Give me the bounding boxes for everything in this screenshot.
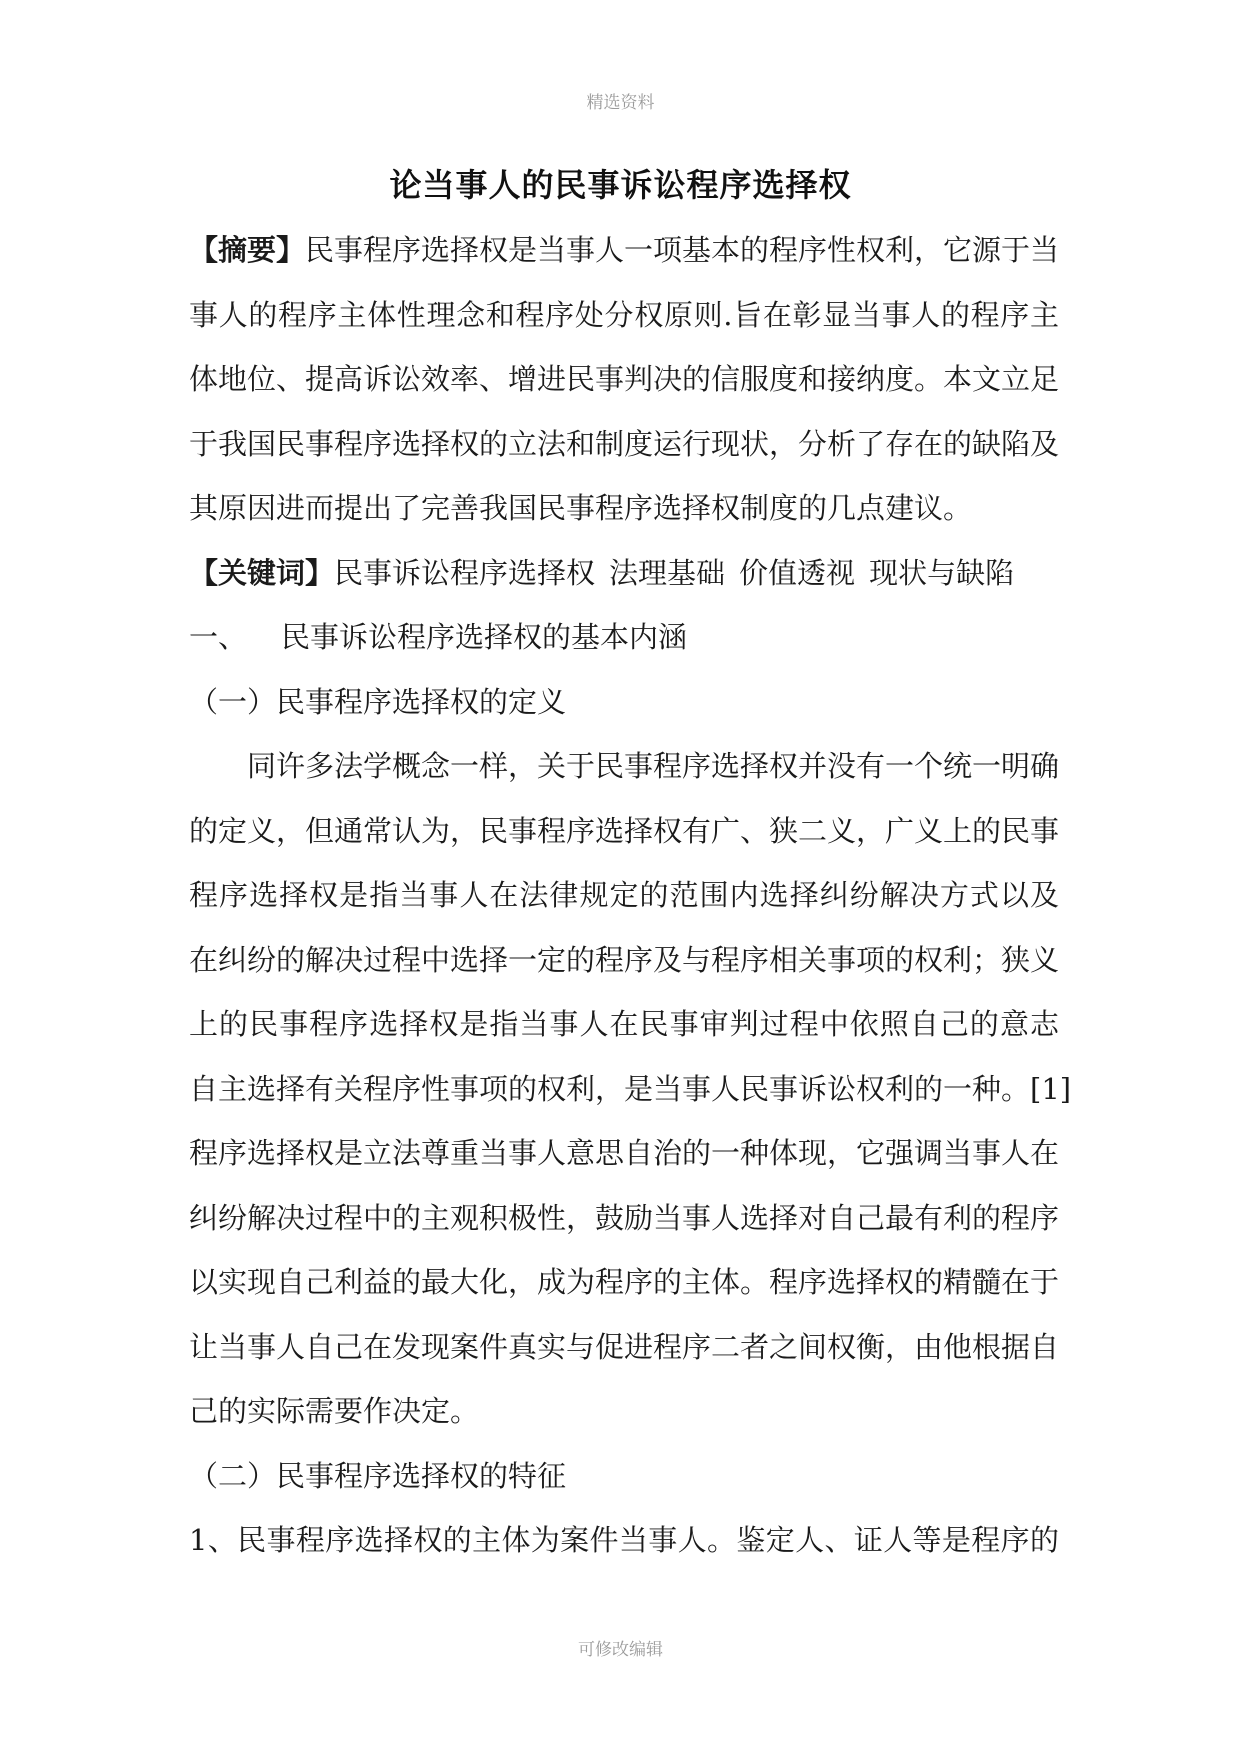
page-header: 精选资料 (586, 93, 655, 113)
paragraph-text: 上的民事程序选择权是指当事人在民事审判过程中依照自己的意志 (189, 1007, 1059, 1041)
paragraph-text: 的定义，但通常认为，民事程序选择权有广、狭二义，广义上的民事 (189, 813, 1060, 848)
subsection-heading (189, 1444, 1059, 1509)
paragraph-text: 纠纷解决过程中的主观积极性，鼓励当事人选择对自己最有利的程序 (189, 1200, 1060, 1235)
document-body (189, 218, 1072, 1573)
paragraph-line (189, 928, 1059, 993)
paragraph-text: 程序选择权是指当事人在法律规定的范围内选择纠纷解决方式以及 (189, 878, 1059, 912)
abstract-label: 【摘要】 (189, 233, 306, 267)
keyword: 民事诉讼程序选择权 (334, 555, 596, 590)
paragraph-text: 己的实际需要作决定。 (189, 1394, 480, 1428)
subsection-title: （二）民事程序选择权的特征 (189, 1458, 567, 1493)
keywords-line (189, 541, 1059, 606)
keywords-label: 【关键词】 (189, 555, 335, 590)
subsection-title: （一）民事程序选择权的定义 (189, 684, 567, 719)
keyword: 现状与缺陷 (869, 555, 1015, 590)
abstract-line (189, 283, 1059, 348)
abstract-text: 民事程序选择权是当事人一项基本的程序性权利，它源于当 (305, 233, 1060, 267)
paragraph-text: 以实现自己利益的最大化，成为程序的主体。程序选择权的精髓在于 (189, 1265, 1060, 1299)
paragraph-text: 1、民事程序选择权的主体为案件当事人。鉴定人、证人等是程序的 (189, 1523, 1059, 1557)
abstract-text: 其原因进而提出了完善我国民事程序选择权制度的几点建议。 (189, 491, 973, 525)
paragraph-line (189, 1508, 1059, 1573)
subsection-heading (189, 670, 1059, 735)
abstract-text: 事人的程序主体性理念和程序处分权原则.旨在彰显当事人的程序主 (189, 297, 1059, 332)
paragraph-text: 自主选择有关程序性事项的权利，是当事人民事诉讼权利的一种。[1] (189, 1071, 1072, 1106)
paragraph-line (189, 734, 1059, 799)
page-footer: 可修改编辑 (578, 1640, 663, 1660)
paragraph-line (189, 1057, 1072, 1122)
abstract-line (189, 476, 1059, 541)
paragraph-line (189, 863, 1059, 928)
abstract-line (189, 218, 1059, 283)
paragraph-line (189, 992, 1059, 1057)
keyword: 价值透视 (739, 555, 856, 590)
abstract-line (189, 412, 1059, 477)
paragraph-line (189, 1250, 1059, 1315)
paragraph-text: 在纠纷的解决过程中选择一定的程序及与程序相关事项的权利；狭义 (189, 942, 1060, 977)
abstract-text: 体地位、提高诉讼效率、增进民事判决的信服度和接纳度。本文立足 (189, 362, 1060, 396)
paragraph-text: 让当事人自己在发现案件真实与促进程序二者之间权衡，由他根据自 (189, 1329, 1060, 1364)
abstract-line (189, 347, 1059, 412)
document-title: 论当事人的民事诉讼程序选择权 (389, 166, 852, 204)
paragraph-line (189, 1121, 1059, 1186)
paragraph-line (189, 1315, 1059, 1380)
abstract-text: 于我国民事程序选择权的立法和制度运行现状，分析了存在的缺陷及 (189, 426, 1060, 461)
section-number: 一、 (189, 620, 248, 654)
section-heading (189, 605, 1059, 670)
keyword: 法理基础 (609, 555, 726, 590)
paragraph-line (189, 1379, 1059, 1444)
paragraph-line (189, 799, 1059, 864)
paragraph-line (189, 1186, 1059, 1251)
paragraph-text: 程序选择权是立法尊重当事人意思自治的一种体现，它强调当事人在 (189, 1136, 1060, 1170)
paragraph-text: 同许多法学概念一样，关于民事程序选择权并没有一个统一明确 (247, 749, 1060, 783)
section-title: 民事诉讼程序选择权的基本内涵 (281, 620, 688, 654)
